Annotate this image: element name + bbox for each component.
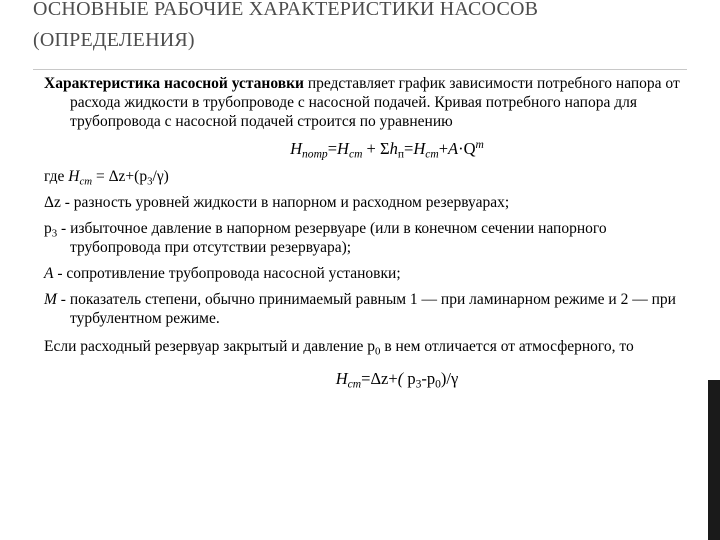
static-head-formula [44, 369, 690, 391]
f1-A: A [448, 139, 459, 158]
f2-sub0: 0 [435, 378, 441, 391]
closed-text1: Если расходный резервуар закрытый и давление p [44, 338, 376, 355]
f1-H: H [290, 139, 303, 158]
definition-p3 [44, 219, 690, 257]
f1-sub-st2: ст [425, 148, 439, 161]
closed-sub0: 0 [375, 345, 381, 358]
f2-minus: -p [421, 369, 436, 388]
p3-text: - избыточное давление в напорном резервуаре (или в конечном сечении напорного трубопровода при отсутствии резервуара); [57, 220, 607, 256]
intro-term: Характеристика насосной установки [44, 75, 304, 92]
f2-H: H [335, 369, 348, 388]
p3-p: p [44, 220, 52, 237]
f1-sub-potr: потр [302, 148, 328, 161]
content-body [44, 74, 690, 391]
M-symbol: M [44, 291, 57, 308]
intro-text: представляет график зависимости потребного напора от расхода жидкости в трубопроводе с насосной подачей. Кривая потребного напора для трубопровода с насосной подачей строится по уравнению [70, 75, 680, 130]
f1-plus: + [438, 139, 449, 158]
title-divider [33, 69, 687, 70]
where-sub3: 3 [147, 175, 153, 188]
f1-plus-sum: + Σ [362, 139, 390, 158]
f1-h: h [389, 139, 398, 158]
closed-text2: в нем отличается от атмосферного, то [380, 338, 634, 355]
title-line-1: ОСНОВНЫЕ РАБОЧИЕ ХАРАКТЕРИСТИКИ НАСОСОВ [33, 0, 539, 20]
f1-dotQ: ·Q [458, 139, 476, 158]
f1-eq1: = [327, 139, 338, 158]
f1-H2: H [337, 139, 349, 158]
p3-sub3: 3 [51, 227, 58, 240]
accent-bar [708, 380, 720, 540]
title-line-2: (ОПРЕДЕЛЕНИЯ) [33, 29, 195, 51]
f2-eq: =Δz+ [361, 369, 398, 388]
f2-sub3: 3 [415, 378, 422, 391]
where-end: /γ) [152, 168, 169, 185]
f1-H3: H [413, 139, 426, 158]
where-line [44, 167, 690, 186]
f2-sub-st: ст [347, 378, 362, 391]
pump-head-formula [44, 139, 690, 161]
page-title [33, 0, 713, 56]
definition-A [44, 264, 690, 283]
where-H: H [68, 168, 80, 185]
f1-sub-st: ст [348, 148, 363, 161]
intro-paragraph [44, 74, 690, 131]
A-text: - сопротивление трубопровода насосной установки; [53, 265, 401, 282]
closed-tank-paragraph [44, 335, 690, 359]
definition-M [44, 290, 690, 328]
f2-p3: p [403, 369, 416, 388]
where-prefix: где [44, 168, 69, 185]
where-sub-st: ст [79, 175, 93, 188]
A-symbol: A [44, 265, 54, 282]
where-rest: = Δz+(p [92, 168, 148, 185]
f1-m: m [475, 139, 484, 152]
f2-end: )/γ [440, 369, 459, 388]
f1-eq2: = [404, 139, 414, 158]
f2-paren: ( [397, 369, 404, 388]
M-text: - показатель степени, обычно принимаемый равным 1 — при ламинарном режиме и 2 — при турбулентном режиме. [56, 291, 676, 327]
definition-dz: Δz - разность уровней жидкости в напорном и расходном резервуарах; [44, 194, 510, 211]
f1-sub-p: п [397, 148, 405, 161]
